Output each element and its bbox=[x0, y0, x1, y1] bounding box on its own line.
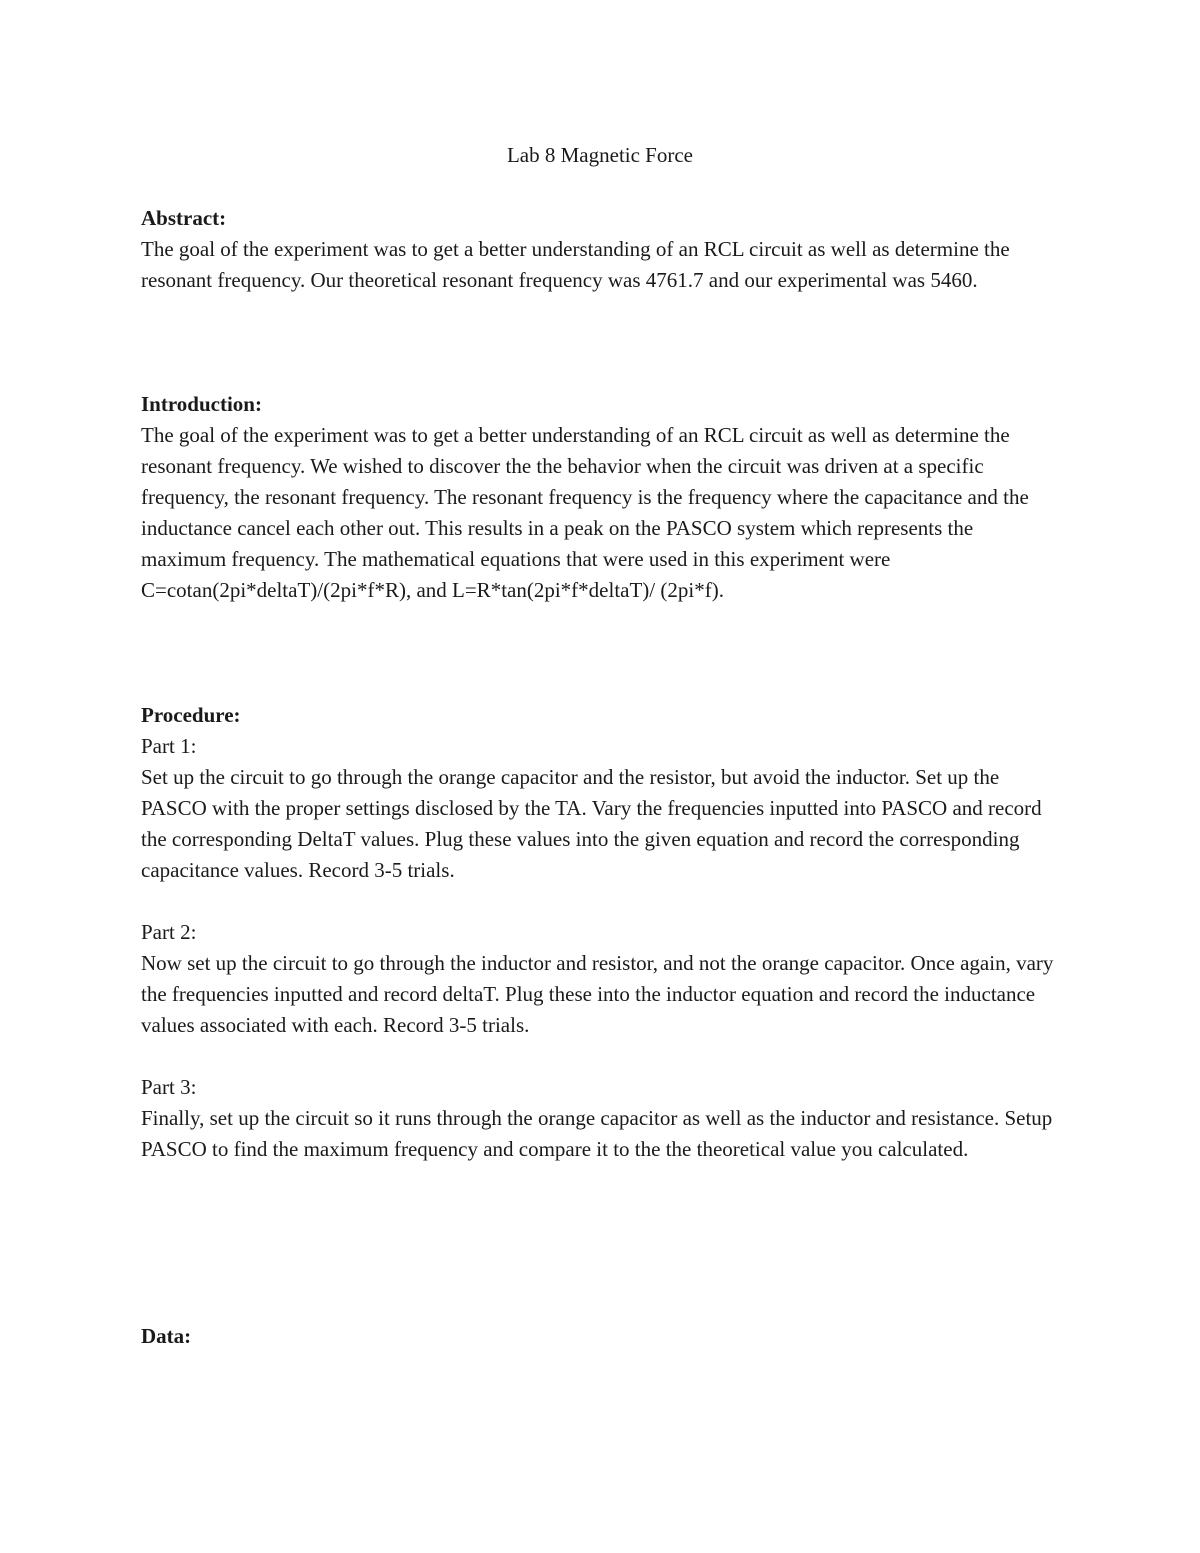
abstract-heading: Abstract: bbox=[141, 206, 227, 230]
data-heading: Data: bbox=[141, 1324, 192, 1348]
introduction-text: The goal of the experiment was to get a better understanding of an RCL circuit as well as determine the resonant frequency. We wished to discover the the behavior when the circuit was driven at a specific frequency, the resonant frequency. The resonant frequency is the frequency where the capacitance and the inductance cancel each other out. This results in a peak on the PASCO system which represents the maximum frequency. The mathematical equations that were used in this experiment were C=cotan(2pi*deltaT)/(2pi*f*R), and L=R*tan(2pi*f*deltaT)/ (2pi*f). bbox=[141, 423, 1029, 602]
document-title: Lab 8 Magnetic Force bbox=[506, 143, 694, 167]
introduction-heading: Introduction: bbox=[141, 392, 262, 416]
part-2-label: Part 2: bbox=[141, 920, 197, 944]
paragraph-gap bbox=[141, 886, 1061, 917]
paragraph-gap bbox=[141, 1041, 1061, 1072]
procedure-section bbox=[141, 700, 1061, 1165]
part-2-text: Now set up the circuit to go through the inductor and resistor, and not the orange capacitor. Once again, vary the frequencies inputted and record deltaT. Plug these into the inductor equation and record the inductance values associated with each. Record 3-5 trials. bbox=[141, 951, 1054, 1037]
abstract-section bbox=[141, 203, 1061, 296]
data-section bbox=[141, 1321, 1061, 1352]
procedure-heading: Procedure: bbox=[141, 703, 241, 727]
part-1-label: Part 1: bbox=[141, 734, 197, 758]
part-3-label: Part 3: bbox=[141, 1075, 197, 1099]
part-1-text: Set up the circuit to go through the orange capacitor and the resistor, but avoid the inductor. Set up the PASCO with the proper settings disclosed by the TA. Vary the frequencies inputted into PASCO and record the corresponding DeltaT values. Plug these values into the given equation and record the corresponding capacitance values. Record 3-5 trials. bbox=[141, 765, 1042, 882]
introduction-section bbox=[141, 389, 1061, 606]
part-3-text: Finally, set up the circuit so it runs through the orange capacitor as well as the inductor and resistance. Setup PASCO to find the maximum frequency and compare it to the the theoretical value you calculated. bbox=[141, 1106, 1053, 1161]
abstract-text: The goal of the experiment was to get a better understanding of an RCL circuit as well as determine the resonant frequency. Our theoretical resonant frequency was 4761.7 and our experimental was 5460. bbox=[141, 237, 1010, 292]
